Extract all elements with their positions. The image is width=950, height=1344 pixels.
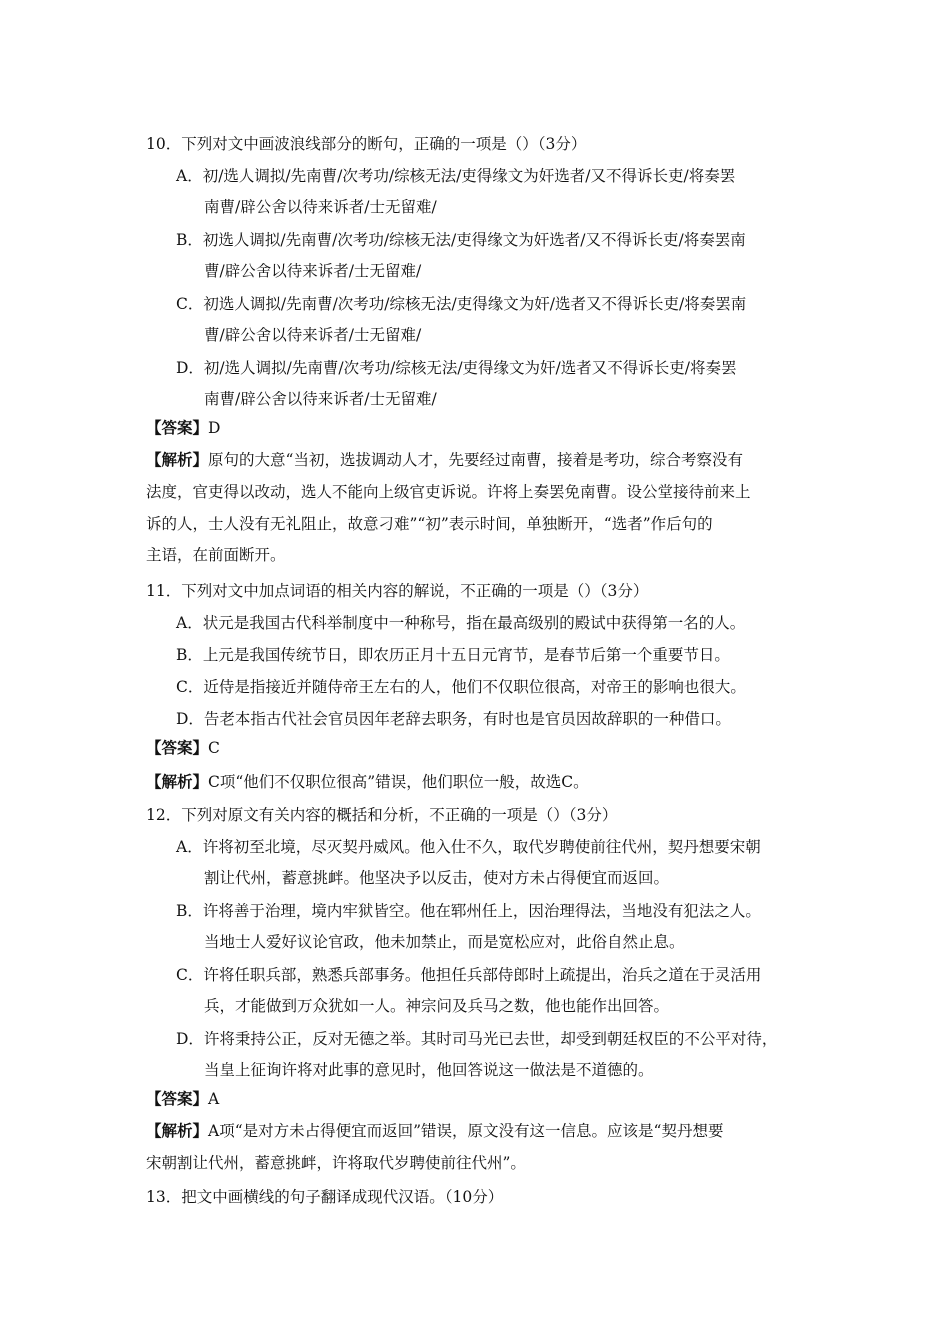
q13-stem: 13．把文中画横线的句子翻译成现代汉语。（10分） <box>146 1188 504 1206</box>
q12-option-d-line2: 当皇上征询许将对此事的意见时，他回答说这一做法是不道德的。 <box>204 1061 654 1079</box>
answer-label: 【答案】 <box>146 738 209 757</box>
q11-answer <box>146 738 220 758</box>
q12-option-a-line2: 割让代州，蓄意挑衅。他坚决予以反击，使对方未占得便宜而返回。 <box>204 869 670 887</box>
analysis-text: A项“是对方未占得便宜而返回”错误，原文没有这一信息。应该是“契丹想要 <box>208 1122 724 1140</box>
q10-option-c-line2: 曹/辟公舍以待来诉者/士无留难/ <box>204 326 422 344</box>
q10-option-a-line1: A．初/选人调拟/先南曹/次考功/综核无法/吏得缘文为奸选者/又不得诉长吏/将奏罢 <box>176 167 736 185</box>
q12-option-c-line2: 兵，才能做到万众犹如一人。神宗问及兵马之数，他也能作出回答。 <box>204 997 670 1015</box>
q11-analysis-line1 <box>146 772 589 792</box>
q12-analysis-line1 <box>146 1121 723 1141</box>
q10-option-b-line1: B．初选人调拟/先南曹/次考功/综核无法/吏得缘文为奸选者/又不得诉长吏/将奏罢南 <box>176 231 746 249</box>
q10-option-c-line1: C．初选人调拟/先南曹/次考功/综核无法/吏得缘文为奸/选者又不得诉长吏/将奏罢南 <box>176 295 747 313</box>
q12-option-a-line1: A．许将初至北境，尽灭契丹威风。他入仕不久，取代岁聘使前往代州，契丹想要宋朝 <box>176 838 761 856</box>
q10-analysis-line4: 主语，在前面断开。 <box>146 546 286 564</box>
q12-option-b-line1: B．许将善于治理，境内牢狱皆空。他在郓州任上，因治理得法，当地没有犯法之人。 <box>176 902 761 920</box>
q12-answer <box>146 1089 219 1109</box>
q10-option-d-line1: D．初/选人调拟/先南曹/次考功/综核无法/吏得缘文为奸/选者又不得诉长吏/将奏罢 <box>176 359 737 377</box>
analysis-label: 【解析】 <box>146 450 209 469</box>
q12-option-b-line2: 当地士人爱好议论官政，他未加禁止，而是宽松应对，此俗自然止息。 <box>204 933 685 951</box>
answer-label: 【答案】 <box>146 1089 209 1108</box>
q10-stem: 10．下列对文中画波浪线部分的断句，正确的一项是（）（3分） <box>146 135 587 153</box>
answer-value: C <box>208 739 220 757</box>
analysis-label: 【解析】 <box>146 1121 209 1140</box>
q11-option-d: D．告老本指古代社会官员因年老辞去职务，有时也是官员因故辞职的一种借口。 <box>176 710 731 728</box>
q11-option-a: A．状元是我国古代科举制度中一种称号，指在最高级别的殿试中获得第一名的人。 <box>176 614 746 632</box>
q10-analysis-line2: 法度，官吏得以改动，选人不能向上级官吏诉说。许将上奏罢免南曹。设公堂接待前来上 <box>146 483 751 501</box>
q12-stem: 12．下列对原文有关内容的概括和分析，不正确的一项是（）（3分） <box>146 806 618 824</box>
analysis-text: 原句的大意“当初，选拔调动人才，先要经过南曹，接着是考功，综合考察没有 <box>208 451 743 469</box>
analysis-text: C项“他们不仅职位很高”错误，他们职位一般，故选C。 <box>208 773 589 791</box>
q10-analysis-line3: 诉的人，士人没有无礼阻止，故意刁难”“初”表示时间，单独断开，“选者”作后句的 <box>146 515 713 533</box>
q12-option-d-line1: D．许将秉持公正，反对无德之举。其时司马光已去世，却受到朝廷权臣的不公平对待， <box>176 1030 778 1048</box>
answer-value: D <box>208 419 221 437</box>
q10-option-a-line2: 南曹/辟公舍以待来诉者/士无留难/ <box>204 198 437 216</box>
q11-stem: 11．下列对文中加点词语的相关内容的解说，不正确的一项是（）（3分） <box>146 582 649 600</box>
q11-option-b: B．上元是我国传统节日，即农历正月十五日元宵节，是春节后第一个重要节日。 <box>176 646 730 664</box>
q10-option-d-line2: 南曹/辟公舍以待来诉者/士无留难/ <box>204 390 437 408</box>
q10-analysis-line1 <box>146 450 743 470</box>
q12-analysis-line2: 宋朝割让代州，蓄意挑衅，许将取代岁聘使前往代州”。 <box>146 1154 526 1172</box>
q12-option-c-line1: C．许将任职兵部，熟悉兵部事务。他担任兵部侍郎时上疏提出，治兵之道在于灵活用 <box>176 966 762 984</box>
q10-answer <box>146 418 220 438</box>
q11-option-c: C．近侍是指接近并随侍帝王左右的人，他们不仅职位很高，对帝王的影响也很大。 <box>176 678 746 696</box>
analysis-label: 【解析】 <box>146 772 209 791</box>
answer-value: A <box>208 1090 220 1108</box>
q10-option-b-line2: 曹/辟公舍以待来诉者/士无留难/ <box>204 262 422 280</box>
answer-label: 【答案】 <box>146 418 209 437</box>
